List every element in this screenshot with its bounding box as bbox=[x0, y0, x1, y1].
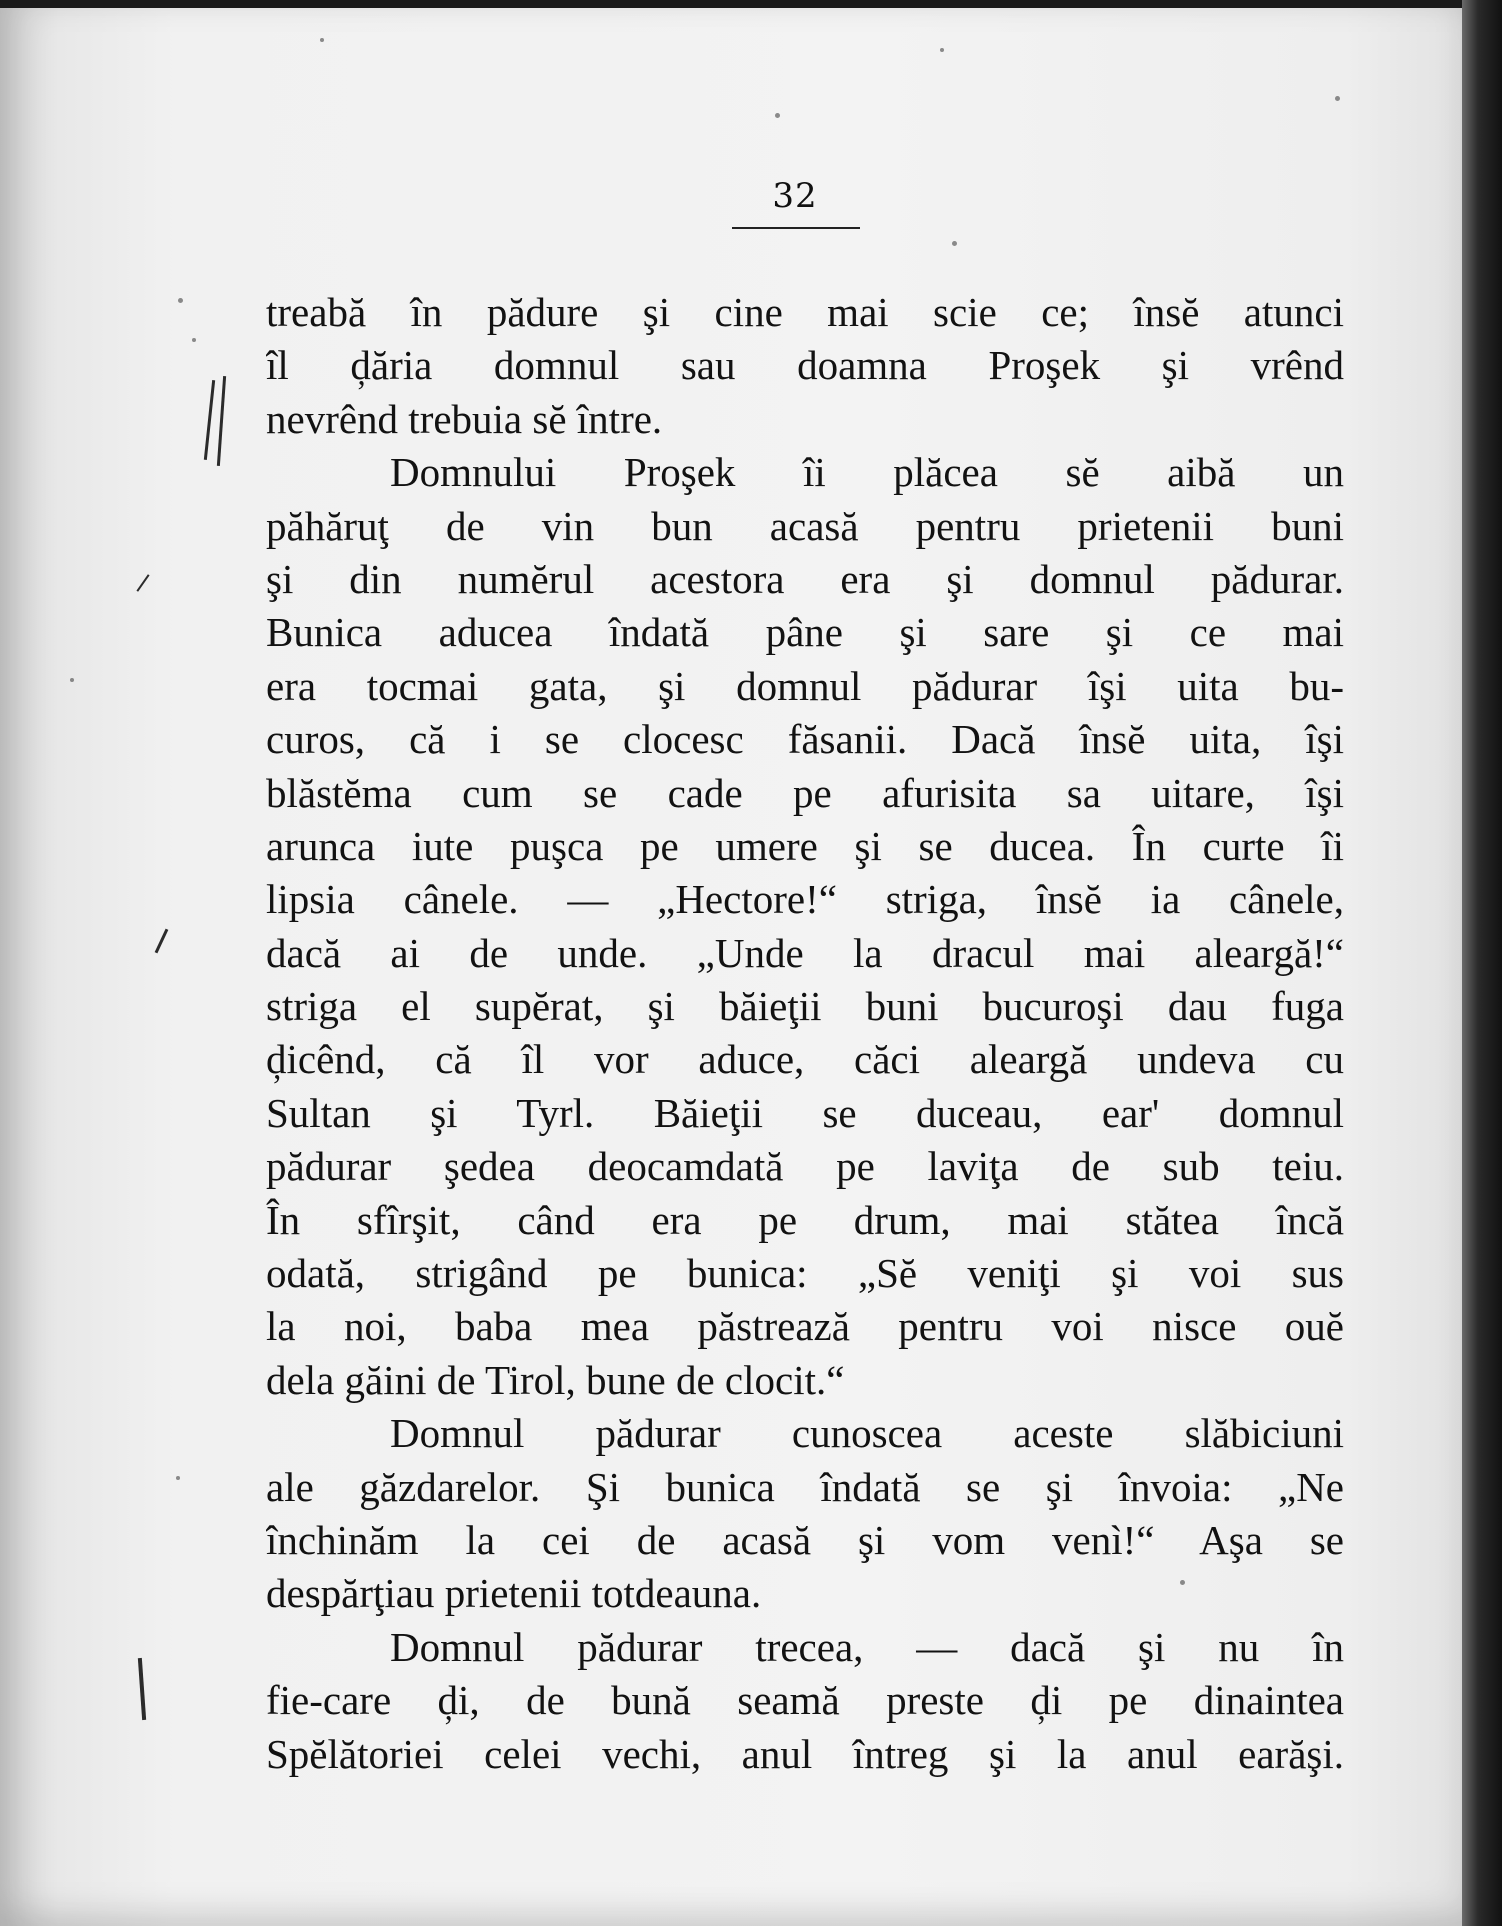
text-line: ale găzdarelor. Şi bunica îndată se şi învoia: „Ne bbox=[266, 1463, 1344, 1510]
text-line: pădurar şedea deocamdată pe laviţa de sub teiu. bbox=[266, 1143, 1344, 1190]
paper-speck bbox=[176, 1476, 180, 1480]
text-line: îl ḑăria domnul sau doamna Proşek şi vrênd bbox=[266, 342, 1344, 389]
margin-pencil-mark bbox=[136, 574, 149, 592]
text-line: la noi, baba mea păstrează pentru voi nisce ouĕ bbox=[266, 1303, 1344, 1350]
text-line: păhăruţ de vin bun acasă pentru prietenii buni bbox=[266, 502, 1344, 549]
text-line: arunca iute puşca pe umere şi se ducea. În curte îi bbox=[266, 822, 1344, 869]
margin-pencil-mark bbox=[217, 376, 226, 466]
text-line: nevrênd trebuia sĕ între. bbox=[266, 395, 663, 442]
page-number-rule bbox=[732, 227, 860, 229]
text-line: era tocmai gata, şi domnul pădurar îşi uita bu- bbox=[266, 662, 1344, 709]
text-line: Sultan şi Tyrl. Băieţii se duceau, ear' domnul bbox=[266, 1089, 1344, 1136]
scan-dark-edge bbox=[1462, 0, 1502, 1926]
page-number: 32 bbox=[772, 176, 818, 216]
text-line: despărţiau prietenii totdeauna. bbox=[266, 1570, 762, 1617]
text-line: fie-care ḑi, de bună seamă preste ḑi pe dinaintea bbox=[266, 1677, 1344, 1724]
paper-speck bbox=[940, 48, 944, 52]
paper-speck bbox=[320, 38, 324, 42]
text-line: şi din numĕrul acestora era şi domnul pădurar. bbox=[266, 555, 1344, 602]
margin-pencil-mark bbox=[204, 380, 215, 460]
text-line: striga el supĕrat, şi băieţii buni bucuroşi dau fuga bbox=[266, 983, 1344, 1030]
body-text bbox=[266, 286, 1344, 1781]
text-line: În sfîrşit, când era pe drum, mai stătea încă bbox=[266, 1196, 1344, 1243]
text-line: închinăm la cei de acasă şi vom venì!“ Aşa se bbox=[266, 1516, 1344, 1563]
paper-speck bbox=[178, 298, 183, 303]
margin-pencil-mark bbox=[155, 929, 169, 954]
text-line: Domnul pădurar trecea, — dacă şi nu în bbox=[390, 1623, 1344, 1670]
text-line: lipsia cânele. — „Hectore!“ striga, însĕ ia cânele, bbox=[266, 876, 1344, 923]
paper-speck bbox=[1180, 1580, 1185, 1585]
text-line: Spĕlătoriei celei vechi, anul întreg şi la anul earăşi. bbox=[266, 1730, 1344, 1777]
paper-speck bbox=[70, 678, 74, 682]
text-line: Domnul pădurar cunoscea aceste slăbiciuni bbox=[390, 1410, 1344, 1457]
text-line: odată, strigând pe bunica: „Sĕ veniţi şi voi sus bbox=[266, 1250, 1344, 1297]
paper-speck bbox=[192, 338, 196, 342]
text-line: Bunica aducea îndată pâne şi sare şi ce mai bbox=[266, 609, 1344, 656]
text-line: ḑicênd, că îl vor aduce, căci aleargă undeva cu bbox=[266, 1036, 1344, 1083]
text-line: Domnului Proşek îi plăcea sĕ aibă un bbox=[390, 449, 1344, 496]
text-line: curos, că i se clocesc făsanii. Dacă însĕ uita, îşi bbox=[266, 716, 1344, 763]
paper-speck bbox=[952, 241, 957, 246]
text-line: blăstĕma cum se cade pe afurisita sa uitare, îşi bbox=[266, 769, 1344, 816]
book-page bbox=[0, 8, 1462, 1926]
paper-speck bbox=[775, 113, 780, 118]
text-line: dela găini de Tirol, bune de clocit.“ bbox=[266, 1356, 845, 1403]
text-line: dacă ai de unde. „Unde la dracul mai aleargă!“ bbox=[266, 929, 1344, 976]
margin-pencil-mark bbox=[138, 1658, 146, 1720]
text-line: treabă în pădure şi cine mai scie ce; însĕ atunci bbox=[266, 289, 1344, 335]
paper-speck bbox=[1335, 96, 1340, 101]
